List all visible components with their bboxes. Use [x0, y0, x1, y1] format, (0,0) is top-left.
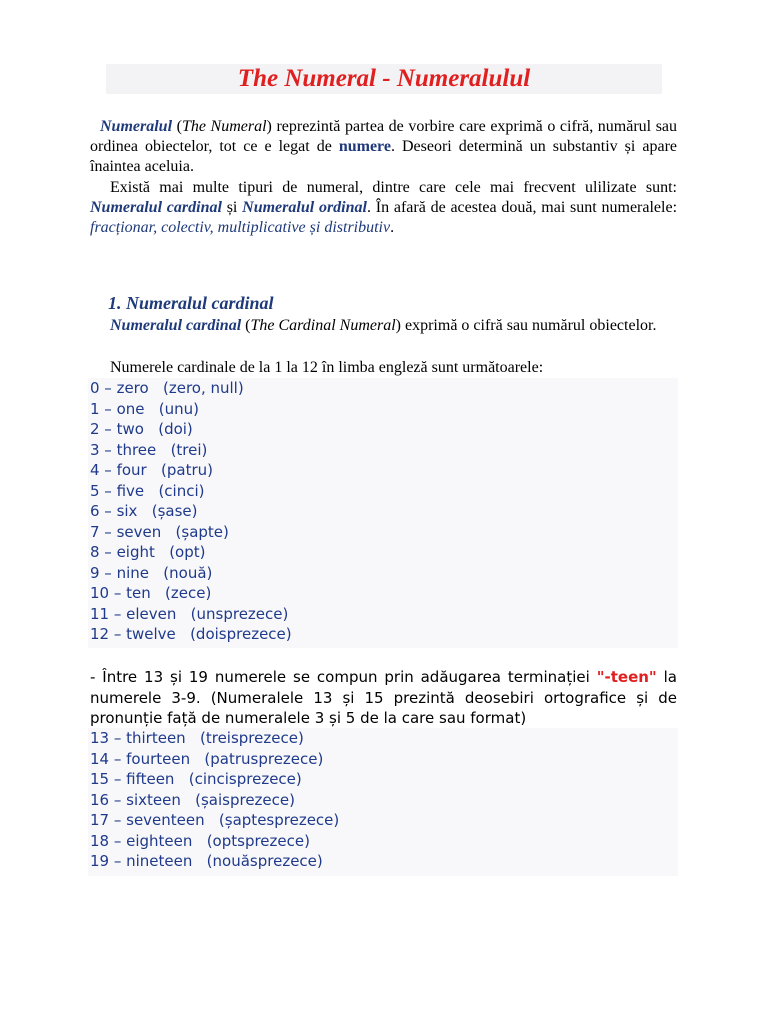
section-1-heading-wrap	[90, 292, 677, 314]
page-title: The Numeral - Numeralulul	[237, 65, 531, 92]
list-item: 1 – one (unu)	[90, 399, 200, 418]
list-item: 5 – five (cinci)	[90, 481, 205, 500]
list-item: 11 – eleven (unsprezece)	[90, 604, 289, 623]
term-ordinal: Numeralul ordinal	[242, 199, 367, 216]
list-item: 13 – thirteen (treisprezece)	[90, 729, 304, 747]
list-item: 12 – twelve (doisprezece)	[90, 625, 292, 643]
list-item: 7 – seven (șapte)	[90, 522, 229, 541]
list-intro: Numerele cardinale de la 1 la 12 în limba engleză sunt următoarele:	[110, 359, 544, 376]
term-cardinal-def: Numeralul cardinal	[110, 317, 242, 334]
list-item: 10 – ten (zece)	[90, 584, 212, 602]
cardinal-list-13-19	[88, 728, 678, 876]
list-item: 16 – sixteen (șaisprezece)	[90, 790, 295, 809]
term-numeralul: Numeralul	[100, 118, 173, 135]
cardinal-list-1-12	[88, 378, 678, 648]
term-cardinal: Numeralul cardinal	[90, 199, 222, 216]
list-item: 6 – six (șase)	[90, 502, 198, 520]
list-item: 18 – eighteen (optsprezece)	[90, 831, 310, 850]
teen-note: - Între 13 și 19 numerele se compun prin adăugarea terminației "-teen" la numerele 3-9. (Numeralele 13 și 15 prezintă deosebiri ortografice și de pronunție față de numeralele 3 și 5 de la care sau format)	[90, 668, 677, 727]
list-item: 8 – eight (opt)	[90, 543, 206, 561]
list-item: 9 – nine (nouă)	[90, 563, 213, 582]
list-item: 17 – seventeen (șaptesprezece)	[90, 811, 340, 829]
intro-paragraph-1: Numeralul (The Numeral) reprezintă partea de vorbire care exprimă o cifră, numărul sau ordinea obiectelor, tot ce e legat de numere. Deseori determină un substantiv și apare înaintea aceluia.	[90, 118, 678, 175]
list-item: 2 – two (doi)	[90, 420, 193, 438]
list-item: 3 – three (trei)	[90, 440, 208, 459]
list-item: 14 – fourteen (patrusprezece)	[90, 749, 324, 768]
list-item: 4 – four (patru)	[90, 461, 213, 479]
cardinal-definition: Numeralul cardinal (The Cardinal Numeral) exprimă o cifră sau numărul obiectelor.	[110, 317, 657, 334]
numeral-types: fracționar, colectiv, multiplicative și distributiv	[90, 219, 391, 236]
teen-suffix: "-teen"	[596, 668, 657, 686]
intro-paragraph-2: Există mai multe tipuri de numeral, dintre care cele mai frecvent ulilizate sunt: Numeralul cardinal și Numeralul ordinal. În afară de acestea două, mai sunt numeralele: fracționar, colectiv, multiplicative și distributiv.	[90, 179, 678, 236]
list-item: 19 – nineteen (nouăsprezece)	[90, 852, 323, 870]
section-1-heading: 1. Numeralul cardinal	[108, 293, 274, 313]
list-item: 0 – zero (zero, null)	[90, 379, 244, 397]
title-band	[106, 64, 662, 94]
term-numere: numere	[338, 138, 391, 155]
list-item: 15 – fifteen (cincisprezece)	[90, 770, 302, 788]
